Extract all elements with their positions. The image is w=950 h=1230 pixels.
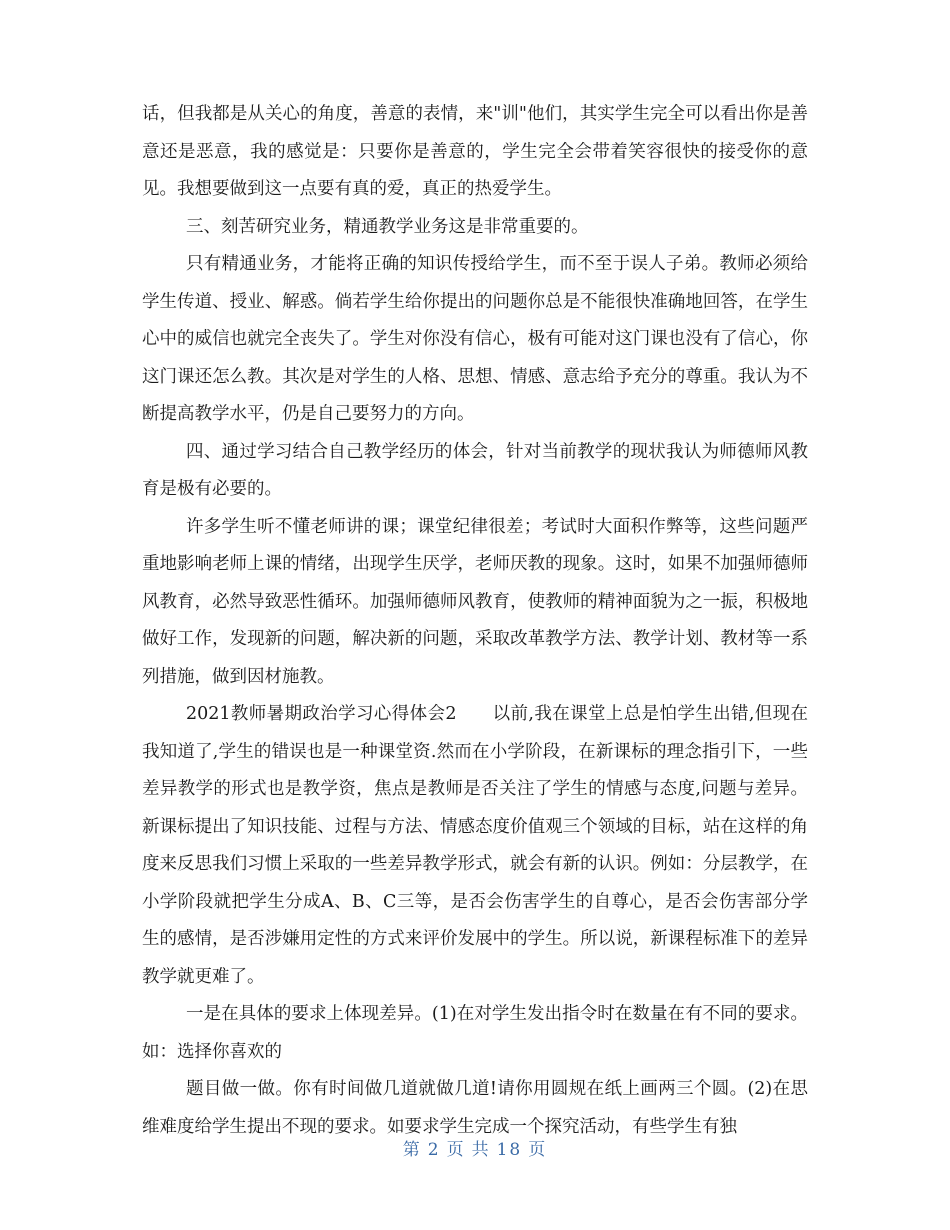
paragraph-8: 题目做一做。你有时间做几道就做几道!请你用圆规在纸上画两三个圆。(2)在思维难度给学生提出不现的要求。如要求学生完成一个探究活动，有些学生有独 — [142, 1079, 808, 1137]
footer-total-label: 共 — [471, 1140, 491, 1160]
footer-total-pages: 18 — [496, 1140, 523, 1160]
footer-current-page: 2 — [427, 1140, 441, 1160]
page-footer — [0, 1135, 950, 1160]
paragraph-1: 话，但我都是从关心的角度，善意的表情，来"训"他们，其实学生完全可以看出你是善意还是恶意，我的感觉是：只要你是善意的，学生完全会带着笑容很快的接受你的意见。我想要做到这一点要有真的爱，真正的热爱学生。 — [142, 104, 808, 199]
paragraph-2-heading: 三、刻苦研究业务，精通教学业务这是非常重要的。 — [186, 216, 589, 237]
footer-suffix: 页 — [528, 1140, 548, 1160]
paragraph-7: 一是在具体的要求上体现差异。(1)在对学生发出指令时在数量在有不同的要求。如：选择你喜欢的 — [142, 1004, 808, 1062]
paragraph-4-heading: 四、通过学习结合自己教学经历的体会，针对当前教学的现状我认为师德师风教育是极有必要的。 — [142, 441, 808, 499]
paragraph-6: 2021教师暑期政治学习心得体会2 以前,我在课堂上总是怕学生出错,但现在我知道了,学生的错误也是一种课堂资.然而在小学阶段，在新课标的理念指引下，一些差异教学的形式也是教学资，焦点是教师是否关注了学生的情感与态度,问题与差异。新课标提出了知识技能、过程与方法、情感态度价值观三个领域的目标，站在这样的角度来反思我们习惯上采取的一些差异教学形式，就会有新的认识。例如：分层教学，在小学阶段就把学生分成A、B、C三等，是否会伤害学生的自尊心，是否会伤害部分学生的感情，是否涉嫌用定性的方式来评价发展中的学生。所以说，新课程标准下的差异教学就更难了。 — [142, 704, 808, 987]
paragraph-3: 只有精通业务，才能将正确的知识传授给学生，而不至于误人子弟。教师必须给学生传道、授业、解惑。倘若学生给你提出的问题你总是不能很快准确地回答，在学生心中的威信也就完全丧失了。学生对你没有信心，极有可能对这门课也没有了信心，你这门课还怎么教。其次是对学生的人格、思想、情感、意志给予充分的尊重。我认为不断提高教学水平，仍是自己要努力的方向。 — [142, 254, 808, 424]
document-body — [142, 96, 808, 1146]
paragraph-5: 许多学生听不懂老师讲的课；课堂纪律很差；考试时大面积作弊等，这些问题严重地影响老师上课的情绪，出现学生厌学，老师厌教的现象。这时，如果不加强师德师风教育，必然导致恶性循环。加强师德师风教育，使教师的精神面貌为之一振，积极地做好工作，发现新的问题，解决新的问题，采取改革教学方法、教学计划、教材等一系列措施，做到因材施教。 — [142, 516, 808, 687]
footer-prefix: 第 — [402, 1140, 422, 1160]
footer-mid: 页 — [446, 1140, 466, 1160]
